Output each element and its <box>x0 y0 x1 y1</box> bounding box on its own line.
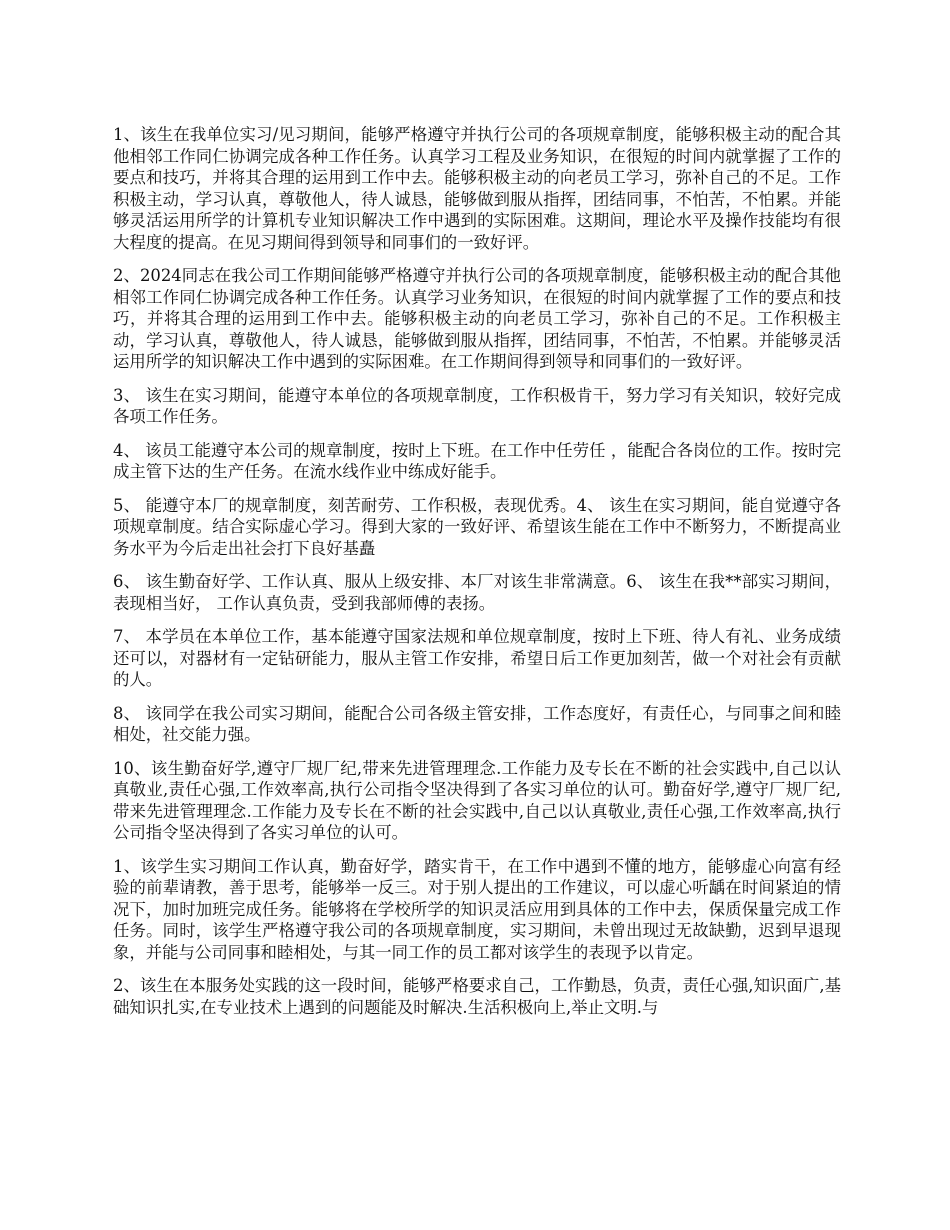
paragraph-3: 3、 该生在实习期间，能遵守本单位的各项规章制度，工作积极肯干，努力学习有关知识，较好完成各项工作任务。 <box>113 385 841 426</box>
paragraph-5: 5、 能遵守本厂的规章制度，刻苦耐劳、工作积极，表现优秀。4、 该生在实习期间，能自觉遵守各项规章制度。结合实际虚心学习。得到大家的一致好评、希望该生能在工作中不断努力，不断提高业务水平为今后走出社会打下良好基矗 <box>113 495 841 558</box>
paragraph-second-2: 2、该生在本服务处实践的这一段时间，能够严格要求自己，工作勤恳，负责，责任心强,知识面广,基础知识扎实,在专业技术上遇到的问题能及时解决.生活积极向上,举止文明.与 <box>113 976 841 1017</box>
paragraph-second-1: 1、该学生实习期间工作认真，勤奋好学，踏实肯干，在工作中遇到不懂的地方，能够虚心向富有经验的前辈请教，善于思考，能够举一反三。对于别人提出的工作建议，可以虚心听龋在时间紧迫的情况下，加时加班完成任务。能够将在学校所学的知识灵活应用到具体的工作中去，保质保量完成工作任务。同时，该学生严格遵守我公司的各项规章制度，实习期间，未曾出现过无故缺勤，迟到早退现象，并能与公司同事和睦相处，与其一同工作的员工都对该学生的表现予以肯定。 <box>113 856 841 962</box>
paragraph-8: 8、 该同学在我公司实习期间，能配合公司各级主管安排，工作态度好，有责任心，与同事之间和睦相处，社交能力强。 <box>113 703 841 744</box>
paragraph-1: 1、该生在我单位实习/见习期间，能够严格遵守并执行公司的各项规章制度，能够积极主动的配合其他相邻工作同仁协调完成各种工作任务。认真学习工程及业务知识，在很短的时间内就掌握了工作的要点和技巧，并将其合理的运用到工作中去。能够积极主动的向老员工学习，弥补自己的不足。工作积极主动，学习认真，尊敬他人，待人诚恳，能够做到服从指挥，团结同事，不怕苦，不怕累。并能够灵活运用所学的计算机专业知识解决工作中遇到的实际困难。这期间，理论水平及操作技能均有很大程度的提高。在见习期间得到领导和同事们的一致好评。 <box>113 125 841 252</box>
paragraph-10: 10、该生勤奋好学,遵守厂规厂纪,带来先进管理理念.工作能力及专长在不断的社会实践中,自己以认真敬业,责任心强,工作效率高,执行公司指令坚决得到了各实习单位的认可。勤奋好学,遵守厂规厂纪,带来先进管理理念.工作能力及专长在不断的社会实践中,自己以认真敬业,责任心强,工作效率高,执行公司指令坚决得到了各实习单位的认可。 <box>113 758 841 842</box>
document-body <box>113 124 841 1030</box>
paragraph-2: 2、2024同志在我公司工作期间能够严格遵守并执行公司的各项规章制度，能够积极主动的配合其他相邻工作同仁协调完成各种工作任务。认真学习业务知识，在很短的时间内就掌握了工作的要点和技巧，并将其合理的运用到工作中去。能够积极主动的向老员工学习，弥补自己的不足。工作积极主动，学习认真，尊敬他人，待人诚恳，能够做到服从指挥，团结同事，不怕苦，不怕累。并能够灵活运用所学的知识解决工作中遇到的实际困难。在工作期间得到领导和同事们的一致好评。 <box>113 266 841 371</box>
paragraph-4: 4、 该员工能遵守本公司的规章制度，按时上下班。在工作中任劳任 ，能配合各岗位的工作。按时完成主管下达的生产任务。在流水线作业中练成好能手。 <box>113 440 841 481</box>
paragraph-6: 6、 该生勤奋好学、工作认真、服从上级安排、本厂对该生非常满意。6、 该生在我**部实习期间，表现相当好， 工作认真负责，受到我部师傅的表扬。 <box>113 572 841 613</box>
paragraph-7: 7、 本学员在本单位工作，基本能遵守国家法规和单位规章制度，按时上下班、待人有礼、业务成绩还可以，对器材有一定钻研能力，服从主管工作安排，希望日后工作更加刻苦，做一个对社会有贡献的人。 <box>113 627 841 689</box>
